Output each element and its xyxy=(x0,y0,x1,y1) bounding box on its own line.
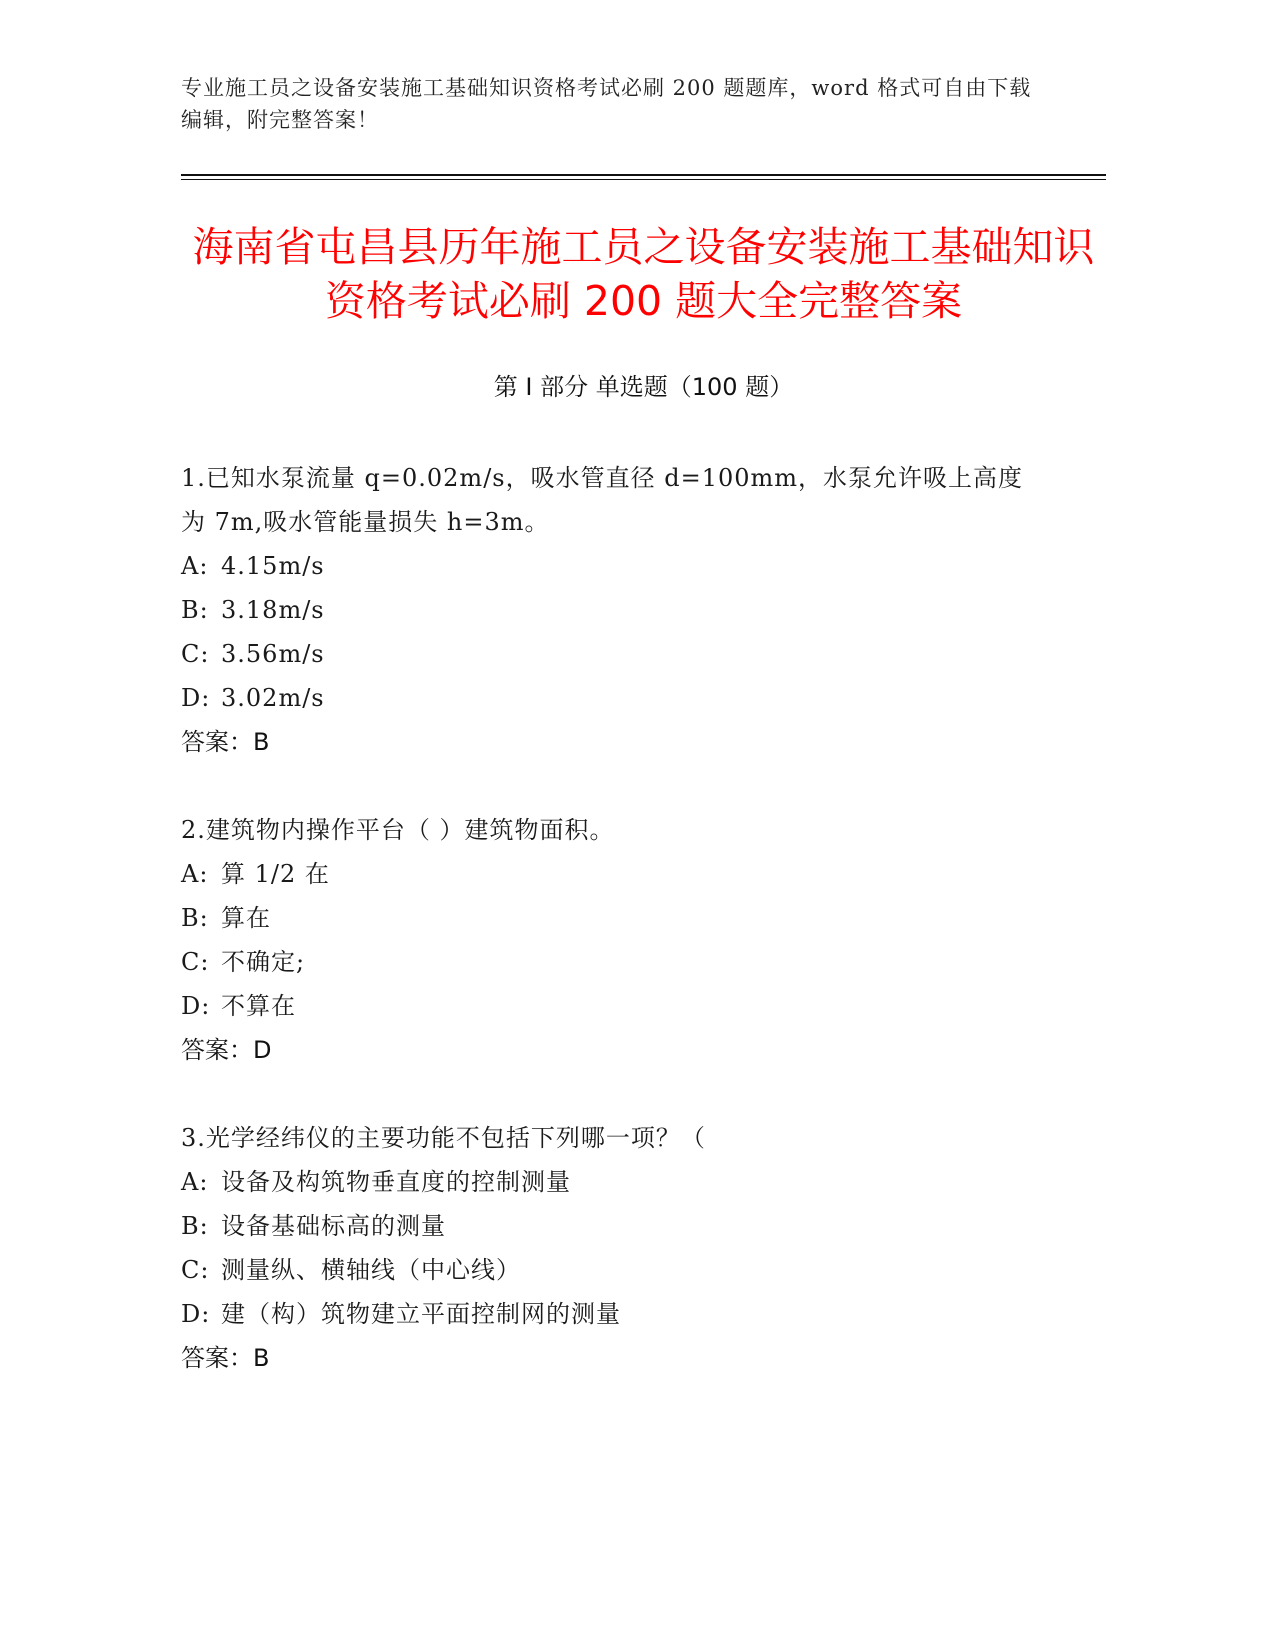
option-letter: A: xyxy=(181,860,209,888)
option-b xyxy=(181,588,1041,632)
question-1 xyxy=(181,456,1041,764)
option-b xyxy=(181,896,1041,940)
option-letter: D: xyxy=(181,992,211,1020)
option-text: 算 1/2 在 xyxy=(221,860,330,888)
option-c xyxy=(181,940,1041,984)
option-c xyxy=(181,1248,1041,1292)
option-letter: B: xyxy=(181,1212,209,1240)
option-letter: B: xyxy=(181,596,209,624)
option-a xyxy=(181,852,1041,896)
answer-line: 答案：B xyxy=(181,728,270,756)
option-d xyxy=(181,1292,1041,1336)
option-text: 3.56m/s xyxy=(221,640,325,668)
option-letter: A: xyxy=(181,1168,209,1196)
option-a xyxy=(181,544,1041,588)
question-list xyxy=(181,456,1041,1424)
option-letter: D: xyxy=(181,1300,211,1328)
question-stem: 1.已知水泵流量 q=0.02m/s，吸水管直径 d=100mm，水泵允许吸上高度为 7m,吸水管能量损失 h=3m。 xyxy=(181,464,1024,536)
option-text: 不算在 xyxy=(221,992,296,1020)
option-text: 3.18m/s xyxy=(221,596,325,624)
option-letter: C: xyxy=(181,640,210,668)
option-text: 设备基础标高的测量 xyxy=(221,1212,446,1240)
option-text: 设备及构筑物垂直度的控制测量 xyxy=(221,1168,571,1196)
answer-line: 答案：B xyxy=(181,1344,270,1372)
option-d xyxy=(181,676,1041,720)
answer-line: 答案：D xyxy=(181,1036,272,1064)
option-letter: B: xyxy=(181,904,209,932)
option-text: 建（构）筑物建立平面控制网的测量 xyxy=(221,1300,621,1328)
option-text: 不确定; xyxy=(221,948,306,976)
header-divider-thin xyxy=(181,179,1106,180)
header-divider-thick xyxy=(181,174,1106,176)
option-letter: C: xyxy=(181,1256,210,1284)
option-text: 3.02m/s xyxy=(221,684,325,712)
option-c xyxy=(181,632,1041,676)
option-text: 4.15m/s xyxy=(221,552,325,580)
document-title: 海南省屯昌县历年施工员之设备安装施工基础知识资格考试必刷 200 题大全完整答案 xyxy=(192,223,1095,325)
option-b xyxy=(181,1204,1041,1248)
question-2 xyxy=(181,808,1041,1072)
document-header-note: 专业施工员之设备安装施工基础知识资格考试必刷 200 题题库，word 格式可自由下载编辑，附完整答案！ xyxy=(181,76,1032,132)
option-d xyxy=(181,984,1041,1028)
question-stem: 2.建筑物内操作平台（ ）建筑物面积。 xyxy=(181,816,615,844)
section-title: 第 I 部分 单选题（100 题） xyxy=(493,373,794,401)
option-a xyxy=(181,1160,1041,1204)
option-text: 测量纵、横轴线（中心线） xyxy=(221,1256,521,1284)
option-letter: D: xyxy=(181,684,211,712)
option-letter: C: xyxy=(181,948,210,976)
question-3 xyxy=(181,1116,1041,1380)
option-text: 算在 xyxy=(221,904,271,932)
option-letter: A: xyxy=(181,552,209,580)
question-stem: 3.光学经纬仪的主要功能不包括下列哪一项？（ xyxy=(181,1124,706,1152)
